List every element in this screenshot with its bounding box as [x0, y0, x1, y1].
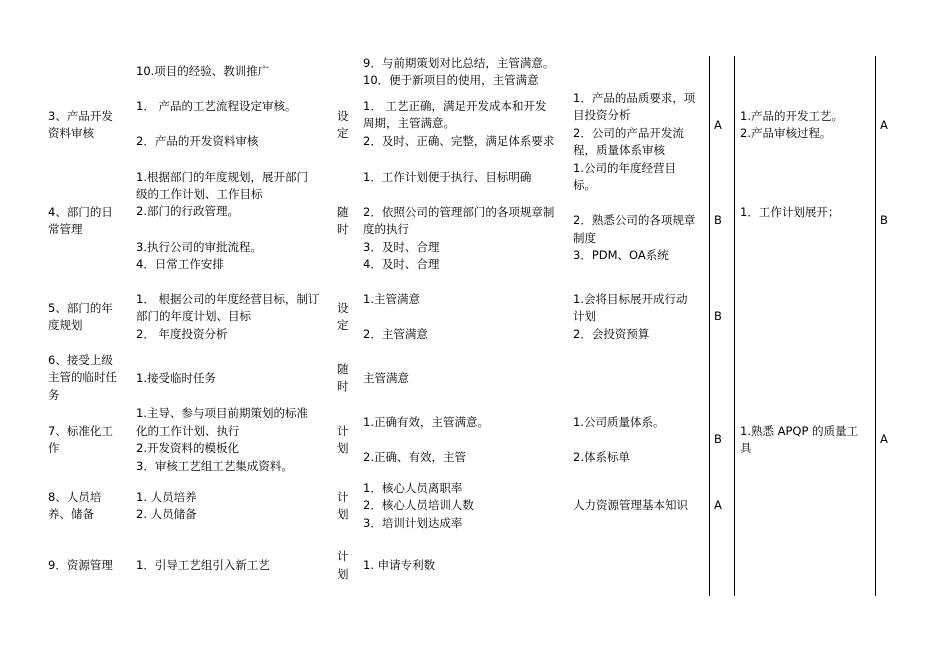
standard-text: 4．及时、合理 [363, 257, 440, 271]
frequency-text: 计 [337, 424, 349, 438]
standard-text: 2.正确、有效，主管 [363, 450, 466, 464]
skill-text: 1.产品的开发工艺。 [740, 109, 843, 123]
content-text: 4．日常工作安排 [136, 257, 224, 271]
content-text: 部门的年度计划、目标 [136, 309, 251, 323]
frequency-text: 定 [337, 126, 349, 140]
knowledge-text: 3．PDM、OA系统 [573, 248, 669, 262]
knowledge-text: 2.体系标单 [573, 450, 630, 464]
standard-text: 2．核心人员培训人数 [363, 498, 474, 512]
content-text: 2.部门的行政管理。 [136, 204, 239, 218]
knowledge-text: 2．会投资预算 [573, 327, 650, 341]
frequency-text: 随 [337, 362, 349, 376]
frequency-text: 划 [337, 441, 349, 455]
content-text: 2. 人员储备 [136, 507, 197, 521]
knowledge-text: 1.公司的年度经营目 [573, 161, 676, 175]
knowledge-text: 目投资分析 [573, 108, 631, 122]
standard-text: 10．便于新项目的使用，主管满意 [363, 73, 539, 87]
grade-badge: A [714, 118, 722, 132]
skill-text: 1．工作计划展开； [740, 205, 840, 219]
knowledge-text: 人力资源管理基本知识 [573, 498, 688, 512]
task-name: 度规划 [48, 318, 83, 332]
standard-text: 3．及时、合理 [363, 240, 440, 254]
knowledge-text: 程，质量体系审核 [573, 143, 665, 157]
grade-badge: B [714, 309, 722, 323]
standard-text: 周期，主管满意。 [363, 116, 455, 130]
column-divider-3 [875, 56, 876, 596]
task-name: 7、标准化工 [48, 424, 113, 438]
content-text: 1. 人员培养 [136, 490, 197, 504]
frequency-text: 设 [337, 301, 349, 315]
standard-text: 1．核心人员离职率 [363, 481, 463, 495]
task-name: 8、人员培 [48, 490, 102, 504]
content-text: 级的工作计划、工作目标 [136, 187, 263, 201]
frequency-text: 随 [337, 205, 349, 219]
content-text: 2.开发资料的模板化 [136, 441, 239, 455]
standard-text: 9．与前期策划对比总结，主管满意。 [363, 56, 555, 70]
standard-text: 1．工作计划便于执行、目标明确 [363, 170, 532, 184]
standard-text: 1． 工艺正确，满足开发成本和开发 [363, 99, 547, 113]
standard-text: 1. 申请专利数 [363, 558, 436, 572]
frequency-text: 划 [337, 507, 349, 521]
content-text: 1．引导工艺组引入新工艺 [136, 558, 270, 572]
frequency-text: 计 [337, 490, 349, 504]
grade-badge: B [714, 432, 722, 446]
grade-badge: A [880, 118, 888, 132]
frequency-text: 时 [337, 379, 349, 393]
task-name: 作 [48, 441, 60, 455]
skill-text: 1.熟悉 APQP 的质量工 [740, 424, 859, 438]
knowledge-text: 制度 [573, 231, 596, 245]
knowledge-text: 1．产品的品质要求，项 [573, 91, 696, 105]
task-name: 4、部门的日 [48, 205, 113, 219]
content-text: 2． 年度投资分析 [136, 327, 228, 341]
standard-text: 2．主管满意 [363, 327, 428, 341]
content-text: 1.接受临时任务 [136, 371, 216, 385]
standard-text: 3．培训计划达成率 [363, 516, 463, 530]
grade-badge: B [880, 213, 888, 227]
frequency-text: 设 [337, 109, 349, 123]
standard-text: 主管满意 [363, 371, 409, 385]
content-text: 1.根据部门的年度规划，展开部门 [136, 170, 308, 184]
task-name: 6、接受上级 [48, 353, 113, 367]
grade-badge: A [714, 498, 722, 512]
task-name: 5、部门的年 [48, 301, 113, 315]
column-divider-1 [709, 56, 710, 596]
task-name: 3、产品开发 [48, 109, 113, 123]
knowledge-text: 2．公司的产品开发流 [573, 126, 684, 140]
content-text: 1． 产品的工艺流程设定审核。 [136, 99, 297, 113]
task-name: 主管的临时任 [48, 370, 117, 384]
content-text: 1.主导、参与项目前期策划的标准 [136, 406, 308, 420]
content-text: 3.执行公司的审批流程。 [136, 240, 262, 254]
knowledge-text: 标。 [573, 178, 596, 192]
frequency-text: 划 [337, 567, 349, 581]
standard-text: 1.主管满意 [363, 292, 420, 306]
frequency-text: 时 [337, 222, 349, 236]
standard-text: 1.正确有效，主管满意。 [363, 415, 489, 429]
knowledge-text: 计划 [573, 309, 596, 323]
standard-text: 度的执行 [363, 222, 409, 236]
content-text: 1． 根据公司的年度经营目标，制订 [136, 292, 320, 306]
task-name: 务 [48, 388, 60, 402]
task-name: 资料审核 [48, 126, 94, 140]
task-name: 常管理 [48, 222, 83, 236]
standard-text: 2．依照公司的管理部门的各项规章制 [363, 205, 555, 219]
task-name: 养、储备 [48, 507, 94, 521]
column-divider-2 [734, 56, 735, 596]
content-text: 化的工作计划、执行 [136, 424, 240, 438]
content-text: 2．产品的开发资料审核 [136, 134, 259, 148]
skill-text: 2.产品审核过程。 [740, 126, 832, 140]
frequency-text: 计 [337, 549, 349, 563]
content-text: 3．审核工艺组工艺集成资料。 [136, 459, 293, 473]
grade-badge: B [714, 213, 722, 227]
knowledge-text: 2．熟悉公司的各项规章 [573, 213, 696, 227]
knowledge-text: 1.公司质量体系。 [573, 415, 665, 429]
frequency-text: 定 [337, 318, 349, 332]
skill-text: 具 [740, 441, 752, 455]
content-text: 10.项目的经验、教训推广 [136, 64, 270, 78]
grade-badge: A [880, 432, 888, 446]
knowledge-text: 1.会将目标展开成行动 [573, 292, 688, 306]
standard-text: 2．及时、正确、完整，满足体系要求 [363, 134, 555, 148]
task-name: 9．资源管理 [48, 558, 113, 572]
